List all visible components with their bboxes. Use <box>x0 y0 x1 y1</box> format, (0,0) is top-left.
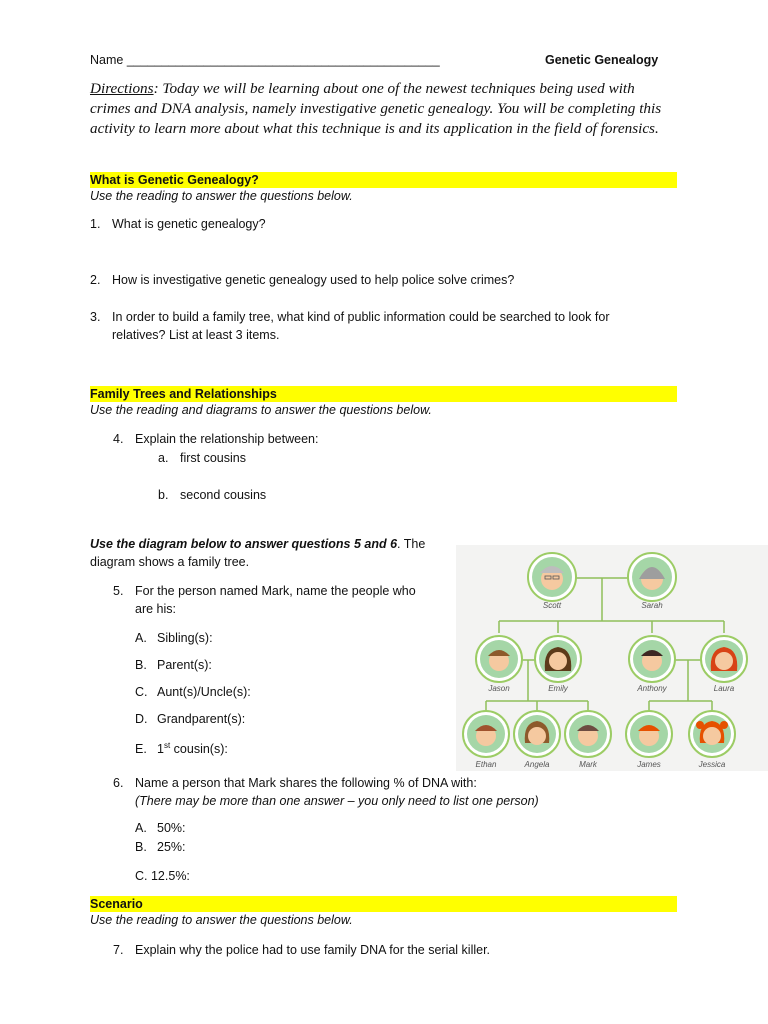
person-mark <box>565 711 611 769</box>
directions-label: Directions <box>90 80 154 97</box>
question-5a: A. Sibling(s): <box>135 631 213 645</box>
section-heading-genetic-genealogy: What is Genetic Genealogy? <box>90 172 677 188</box>
diagram-intro: Use the diagram below to answer questions 5 and 6. The diagram shows a family tree. <box>90 537 426 569</box>
label-emily: Emily <box>548 684 568 693</box>
label-angela: Angela <box>524 760 550 769</box>
person-james <box>626 711 672 769</box>
question-5b: B. Parent(s): <box>135 658 212 672</box>
label-jessica: Jessica <box>698 760 726 769</box>
question-5c: C. Aunt(s)/Uncle(s): <box>135 685 251 699</box>
question-7: 7. Explain why the police had to use family DNA for the serial killer. <box>113 943 491 957</box>
person-ethan <box>463 711 509 769</box>
directions-line-3: activity to learn more about what this technique is and its application in the field of forensics. <box>90 120 659 137</box>
label-sarah: Sarah <box>641 601 663 610</box>
question-6a: A. 50%: <box>135 821 186 835</box>
label-scott: Scott <box>542 601 562 610</box>
name-field-label: Name _____________________________________________ <box>90 53 440 67</box>
label-mark: Mark <box>579 760 597 769</box>
worksheet-title: Genetic Genealogy <box>545 53 659 67</box>
person-angela <box>514 711 560 769</box>
label-jason: Jason <box>488 684 510 693</box>
tree-connectors <box>486 578 724 711</box>
family-tree-diagram <box>456 545 768 771</box>
question-2: 2. How is investigative genetic genealogy used to help police solve crimes? <box>90 273 515 287</box>
question-6b: B. 25%: <box>135 840 186 854</box>
directions-line-1: : Today we will be learning about one of the newest techniques being used with <box>153 80 635 97</box>
question-6: 6. Name a person that Mark shares the following % of DNA with: (There may be more than one answer – you only need to list one person) <box>113 776 539 808</box>
question-3: 3. In order to build a family tree, what kind of public information could be searched to look for relatives? List at least 3 items. <box>90 310 610 342</box>
section3-instruction: Use the reading to answer the questions below. <box>90 913 353 927</box>
section2-instruction: Use the reading and diagrams to answer the questions below. <box>90 403 432 417</box>
question-6c: C. 12.5%: <box>135 869 190 883</box>
label-james: James <box>637 760 661 769</box>
label-anthony: Anthony <box>637 684 667 693</box>
question-4b: b. second cousins <box>158 488 267 502</box>
person-jessica <box>689 711 735 769</box>
person-laura <box>701 636 747 693</box>
directions-block <box>90 79 730 139</box>
question-5d: D. Grandparent(s): <box>135 712 246 726</box>
section1-instruction: Use the reading to answer the questions below. <box>90 189 353 203</box>
section-heading-family-trees: Family Trees and Relationships <box>90 386 677 402</box>
directions-line-2: crimes and DNA analysis, namely investigative genetic genealogy. You will be completing this <box>90 100 662 117</box>
question-4: 4. Explain the relationship between: <box>113 432 319 446</box>
family-tree-svg <box>456 545 768 771</box>
person-jason <box>476 636 522 693</box>
person-anthony <box>629 636 675 693</box>
label-ethan: Ethan <box>475 760 497 769</box>
person-sarah <box>628 553 676 610</box>
question-5e: E. 1st cousin(s): <box>135 741 228 757</box>
person-emily <box>535 636 581 693</box>
label-laura: Laura <box>713 684 735 693</box>
question-4a: a. first cousins <box>158 451 246 465</box>
question-5: 5. For the person named Mark, name the people who are his: <box>113 584 416 616</box>
person-scott <box>528 553 576 610</box>
question-1: 1. What is genetic genealogy? <box>90 217 266 231</box>
section-heading-scenario: Scenario <box>90 896 677 912</box>
